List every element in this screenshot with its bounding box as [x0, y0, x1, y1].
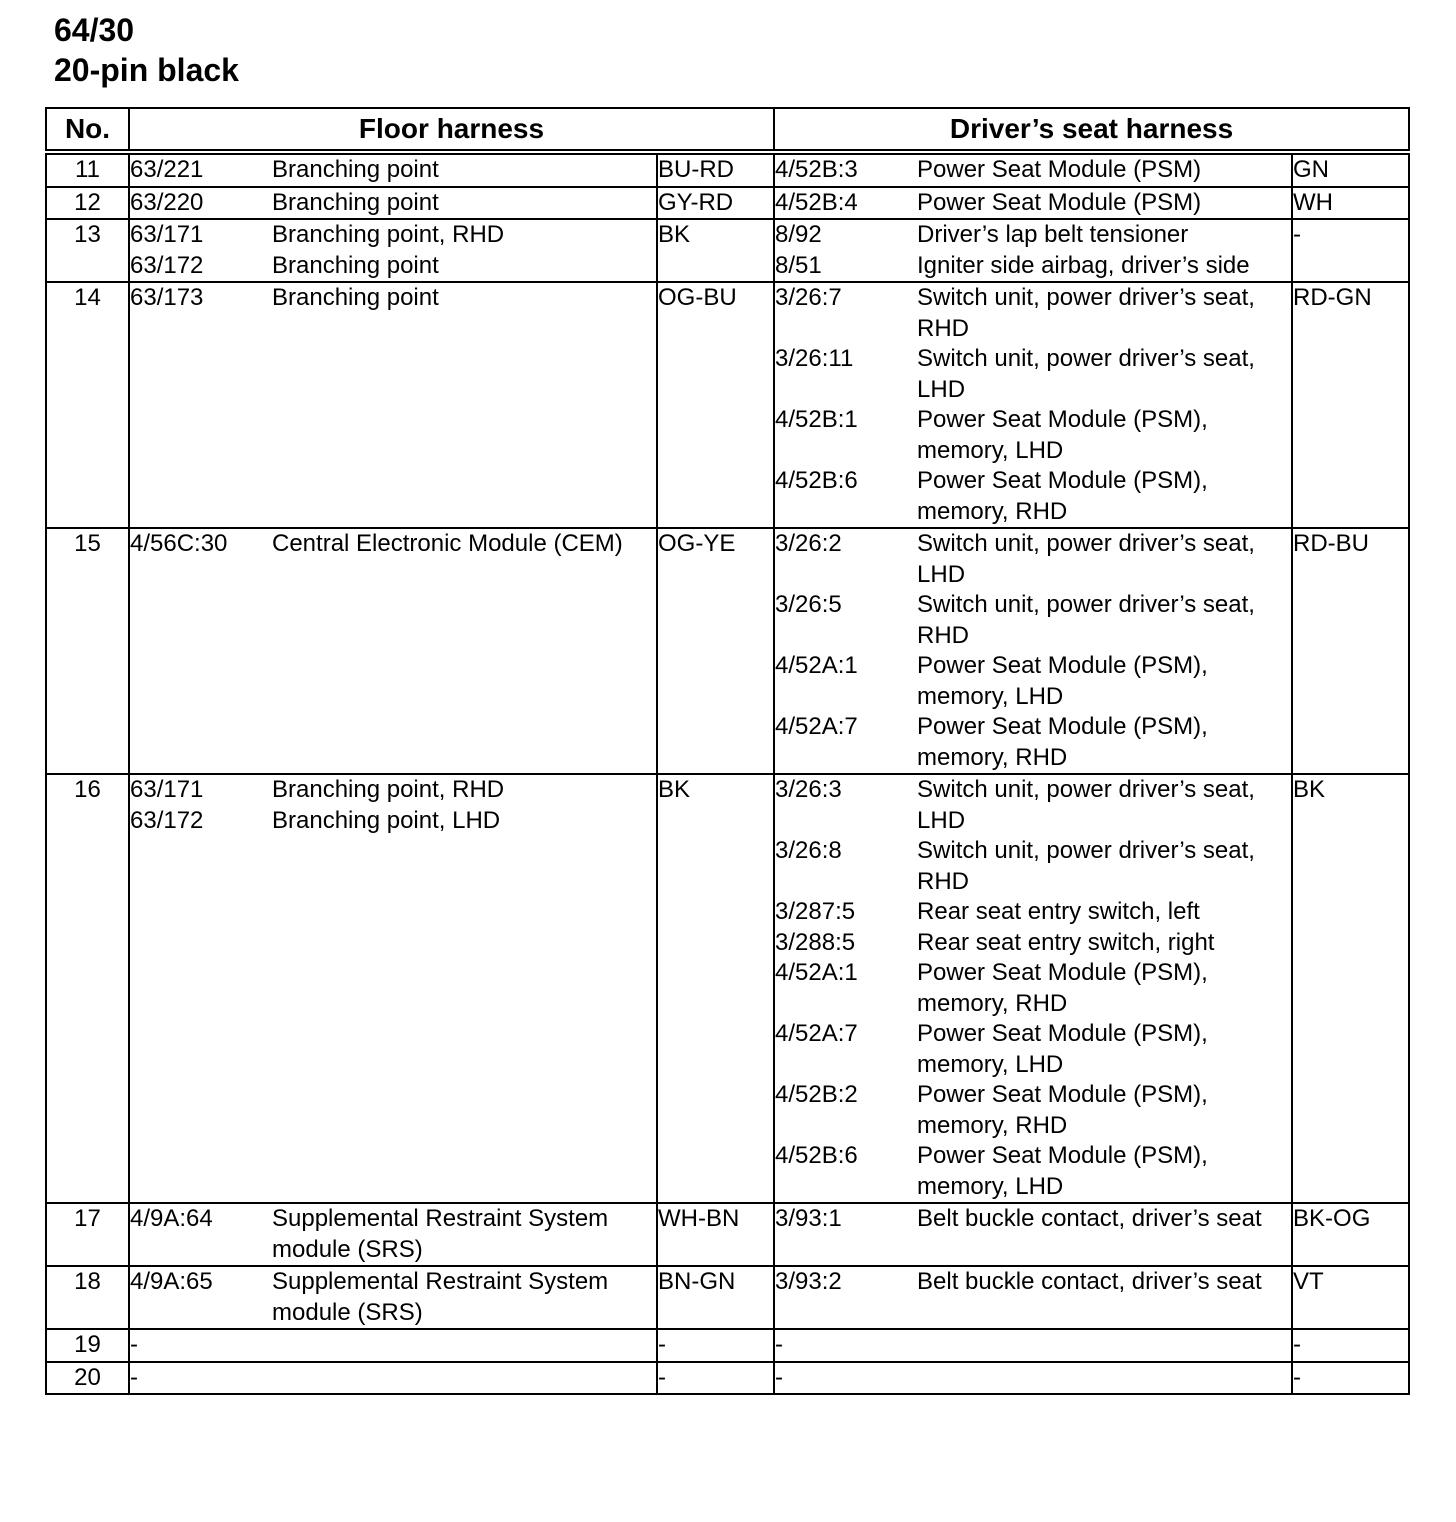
driver-harness-cell: [774, 774, 1292, 1203]
floor-description: [272, 1330, 656, 1361]
floor-wire-color: GY-RD: [657, 187, 774, 220]
floor-harness-cell: [129, 774, 657, 1203]
driver-code: -: [775, 1331, 784, 1358]
driver-entry: [775, 1019, 1291, 1080]
driver-code: 3/93:2: [775, 1268, 842, 1295]
driver-harness-cell: [774, 1203, 1292, 1266]
floor-description: Branching point: [272, 188, 439, 216]
driver-description: [917, 1330, 1291, 1361]
driver-entry: [775, 897, 1291, 928]
floor-harness-cell: [129, 528, 657, 774]
floor-description: Branching point: [272, 251, 439, 279]
driver-entry: [775, 188, 1291, 219]
floor-description: Branching point: [272, 284, 439, 311]
table-row: [46, 1362, 1409, 1395]
driver-entry: [775, 251, 1291, 282]
driver-harness-cell: [774, 1329, 1292, 1362]
driver-description: [917, 1363, 1291, 1394]
driver-description: Belt buckle contact, driver’s seat: [917, 1205, 1262, 1232]
table-row: [46, 774, 1409, 1203]
driver-harness-cell: [774, 187, 1292, 220]
table-row: [46, 152, 1409, 187]
driver-wire-color: GN: [1292, 152, 1409, 187]
driver-code: 4/52B:4: [775, 188, 858, 216]
driver-description: Power Seat Module (PSM): [917, 188, 1202, 216]
floor-description: Branching point, RHD: [272, 776, 505, 803]
driver-code: 4/52A:1: [775, 959, 858, 986]
driver-code: -: [775, 1363, 784, 1391]
driver-code: 3/26:11: [775, 345, 854, 372]
driver-code: 3/26:5: [775, 591, 842, 618]
driver-harness-cell: [774, 1362, 1292, 1395]
driver-entry: [775, 405, 1291, 466]
driver-harness-cell: [774, 219, 1292, 282]
driver-code: 8/51: [775, 251, 822, 279]
driver-description: Rear seat entry switch, left: [917, 898, 1200, 925]
driver-entry: [775, 220, 1291, 251]
driver-code: 4/52B:6: [775, 467, 858, 494]
floor-harness-cell: [129, 1203, 657, 1266]
floor-entry: [130, 806, 656, 837]
driver-wire-color: BK: [1292, 774, 1409, 1203]
floor-harness-cell: [129, 282, 657, 528]
driver-wire-color: VT: [1292, 1266, 1409, 1329]
driver-code: 3/287:5: [775, 898, 856, 925]
driver-code: 4/52A:7: [775, 1020, 858, 1047]
driver-description: Power Seat Module (PSM): [917, 156, 1202, 183]
driver-wire-color: WH: [1292, 187, 1409, 220]
floor-description: Branching point: [272, 156, 439, 183]
floor-entry: [130, 1363, 656, 1394]
driver-harness-cell: [774, 152, 1292, 187]
floor-entry: [130, 251, 656, 282]
floor-wire-color: -: [657, 1362, 774, 1395]
driver-entry: [775, 928, 1291, 959]
floor-wire-color: BN-GN: [657, 1266, 774, 1329]
driver-wire-color: -: [1292, 1329, 1409, 1362]
driver-code: 8/92: [775, 221, 822, 248]
floor-wire-color: OG-BU: [657, 282, 774, 528]
pin-number: 13: [46, 219, 129, 282]
driver-entry: [775, 1080, 1291, 1141]
driver-code: 4/52A:1: [775, 652, 858, 679]
driver-code: 3/93:1: [775, 1205, 842, 1232]
pin-number: 20: [46, 1362, 129, 1395]
floor-entry: [130, 529, 656, 560]
driver-code: 4/52B:6: [775, 1142, 858, 1169]
floor-entry: [130, 220, 656, 251]
floor-code: 63/172: [130, 251, 204, 279]
driver-harness-cell: [774, 282, 1292, 528]
table-row: [46, 1266, 1409, 1329]
floor-description: Supplemental Restraint System module (SRS): [272, 1268, 609, 1326]
floor-code: 4/9A:65: [130, 1268, 213, 1295]
table-row: [46, 282, 1409, 528]
floor-code: 4/56C:30: [130, 530, 228, 557]
driver-entry: [775, 1330, 1291, 1361]
floor-wire-color: -: [657, 1329, 774, 1362]
floor-entry: [130, 1204, 656, 1265]
table-row: [46, 219, 1409, 282]
driver-entry: [775, 283, 1291, 344]
header-floor-harness: Floor harness: [129, 108, 774, 152]
driver-entry: [775, 1363, 1291, 1394]
driver-description: Rear seat entry switch, right: [917, 928, 1215, 956]
floor-entry: [130, 1267, 656, 1328]
connector-title: [54, 10, 239, 90]
floor-description: Supplemental Restraint System module (SRS): [272, 1205, 609, 1263]
floor-entry: [130, 775, 656, 806]
driver-description: Switch unit, power driver’s seat, RHD: [917, 591, 1255, 649]
floor-code: 63/173: [130, 284, 204, 311]
driver-entry: [775, 712, 1291, 773]
driver-description: Switch unit, power driver’s seat, RHD: [917, 284, 1255, 342]
floor-code: -: [130, 1363, 138, 1391]
driver-description: Driver’s lap belt tensioner: [917, 221, 1189, 248]
driver-description: Power Seat Module (PSM), memory, RHD: [917, 713, 1208, 771]
floor-wire-color: OG-YE: [657, 528, 774, 774]
driver-description: Switch unit, power driver’s seat, LHD: [917, 776, 1255, 834]
driver-description: Power Seat Module (PSM), memory, RHD: [917, 1081, 1208, 1139]
driver-code: 3/26:3: [775, 776, 842, 803]
floor-code: 63/172: [130, 806, 204, 834]
driver-harness-cell: [774, 528, 1292, 774]
floor-description: Branching point, RHD: [272, 221, 505, 248]
driver-description: Power Seat Module (PSM), memory, RHD: [917, 959, 1208, 1017]
driver-wire-color: -: [1292, 219, 1409, 282]
floor-entry: [130, 1330, 656, 1361]
driver-entry: [775, 1204, 1291, 1235]
floor-wire-color: BK: [657, 219, 774, 282]
connector-number: 64/30: [54, 12, 135, 48]
pin-number: 16: [46, 774, 129, 1203]
pin-number: 17: [46, 1203, 129, 1266]
driver-description: Power Seat Module (PSM), memory, RHD: [917, 467, 1208, 525]
driver-description: Power Seat Module (PSM), memory, LHD: [917, 1142, 1208, 1200]
floor-harness-cell: [129, 187, 657, 220]
driver-code: 4/52B:3: [775, 156, 858, 183]
floor-wire-color: WH-BN: [657, 1203, 774, 1266]
driver-entry: [775, 775, 1291, 836]
table-row: [46, 528, 1409, 774]
driver-description: Switch unit, power driver’s seat, LHD: [917, 345, 1255, 403]
floor-entry: [130, 283, 656, 314]
driver-description: Switch unit, power driver’s seat, RHD: [917, 837, 1255, 895]
connector-description: 20-pin black: [54, 52, 239, 88]
driver-code: 3/26:7: [775, 284, 842, 311]
driver-code: 3/26:2: [775, 530, 842, 557]
driver-description: Igniter side airbag, driver’s side: [917, 251, 1250, 279]
driver-entry: [775, 651, 1291, 712]
driver-entry: [775, 155, 1291, 186]
table-row: [46, 1329, 1409, 1362]
driver-entry: [775, 529, 1291, 590]
pin-number: 15: [46, 528, 129, 774]
driver-entry: [775, 958, 1291, 1019]
driver-wire-color: BK-OG: [1292, 1203, 1409, 1266]
floor-wire-color: BU-RD: [657, 152, 774, 187]
driver-description: Belt buckle contact, driver’s seat: [917, 1268, 1262, 1295]
floor-code: 4/9A:64: [130, 1205, 213, 1232]
floor-harness-cell: [129, 152, 657, 187]
floor-wire-color: BK: [657, 774, 774, 1203]
floor-code: 63/171: [130, 221, 204, 248]
pin-number: 18: [46, 1266, 129, 1329]
pin-number: 11: [46, 152, 129, 187]
driver-entry: [775, 1141, 1291, 1202]
header-drivers-seat-harness: Driver’s seat harness: [774, 108, 1409, 152]
floor-harness-cell: [129, 1329, 657, 1362]
floor-description: Branching point, LHD: [272, 806, 501, 834]
pin-table: [45, 107, 1410, 1395]
driver-description: Power Seat Module (PSM), memory, LHD: [917, 652, 1208, 710]
floor-description: [272, 1363, 656, 1394]
floor-code: -: [130, 1331, 138, 1358]
pin-number: 19: [46, 1329, 129, 1362]
floor-harness-cell: [129, 219, 657, 282]
floor-entry: [130, 188, 656, 219]
driver-entry: [775, 344, 1291, 405]
driver-description: Switch unit, power driver’s seat, LHD: [917, 530, 1255, 588]
driver-wire-color: RD-BU: [1292, 528, 1409, 774]
floor-description: Central Electronic Module (CEM): [272, 530, 623, 557]
table-header-row: [46, 108, 1409, 152]
floor-code: 63/220: [130, 188, 204, 216]
driver-wire-color: -: [1292, 1362, 1409, 1395]
driver-code: 3/26:8: [775, 837, 842, 864]
pin-number: 14: [46, 282, 129, 528]
driver-description: Power Seat Module (PSM), memory, LHD: [917, 406, 1208, 464]
table-body: [46, 152, 1409, 1394]
driver-description: Power Seat Module (PSM), memory, LHD: [917, 1020, 1208, 1078]
header-no: No.: [46, 108, 129, 152]
driver-entry: [775, 590, 1291, 651]
driver-code: 4/52B:1: [775, 406, 858, 433]
floor-code: 63/171: [130, 776, 204, 803]
driver-code: 4/52A:7: [775, 713, 858, 740]
floor-harness-cell: [129, 1266, 657, 1329]
driver-code: 3/288:5: [775, 928, 856, 956]
driver-entry: [775, 836, 1291, 897]
driver-entry: [775, 466, 1291, 527]
driver-harness-cell: [774, 1266, 1292, 1329]
pin-number: 12: [46, 187, 129, 220]
table-row: [46, 187, 1409, 220]
driver-wire-color: RD-GN: [1292, 282, 1409, 528]
floor-entry: [130, 155, 656, 186]
driver-entry: [775, 1267, 1291, 1298]
driver-code: 4/52B:2: [775, 1081, 858, 1108]
floor-harness-cell: [129, 1362, 657, 1395]
table-row: [46, 1203, 1409, 1266]
floor-code: 63/221: [130, 156, 204, 183]
